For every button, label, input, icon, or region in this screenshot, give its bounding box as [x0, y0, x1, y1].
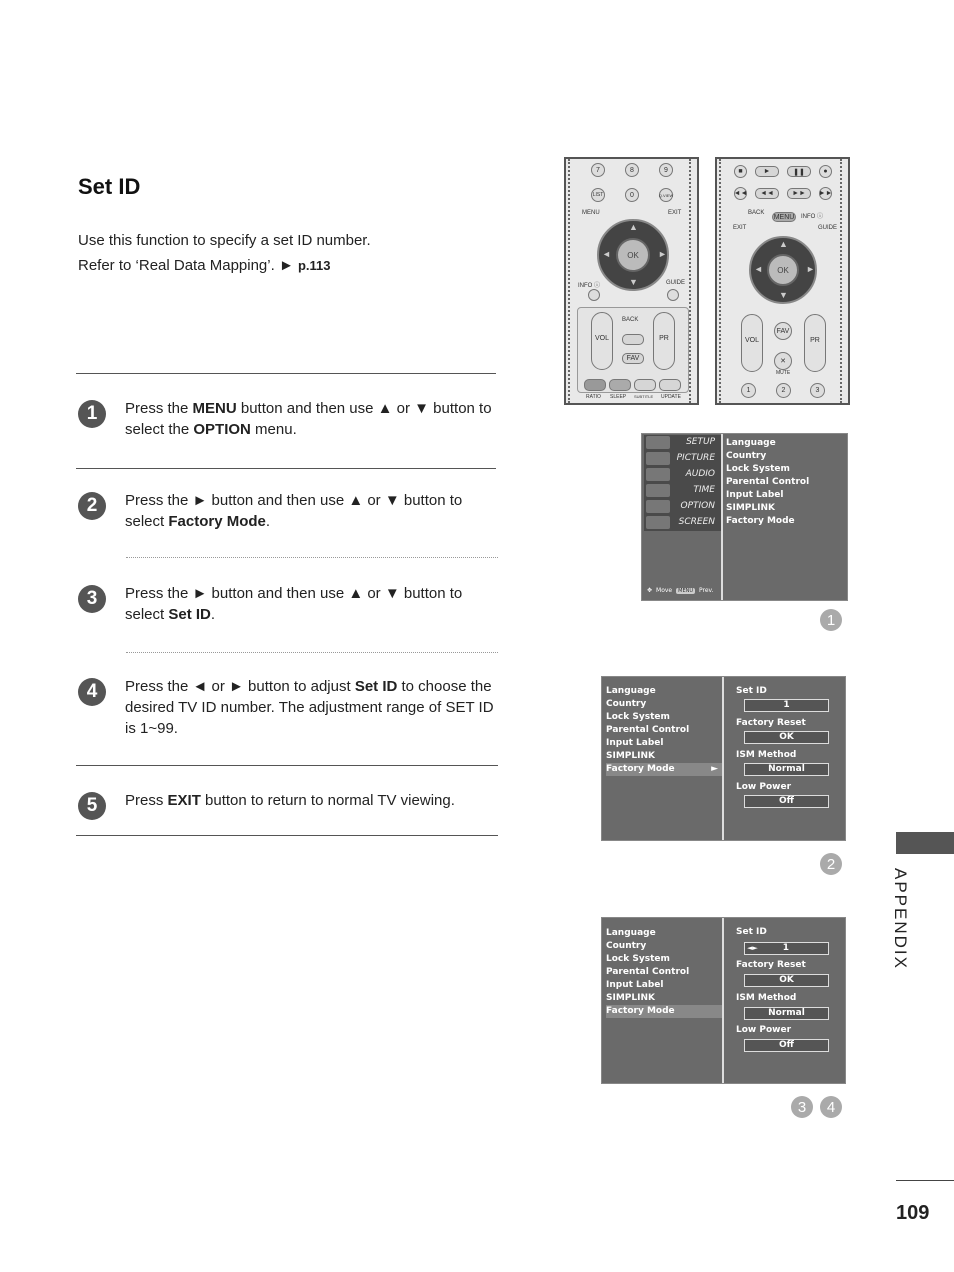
number-button[interactable]: 3: [810, 383, 825, 398]
ratio-label: RATIO: [586, 394, 601, 400]
navigation-pad[interactable]: [597, 219, 669, 291]
menu-button[interactable]: MENU: [773, 213, 795, 221]
down-arrow-icon: ▼: [629, 277, 638, 287]
step-number: 5: [78, 792, 106, 820]
low-power-value[interactable]: Off: [744, 1039, 829, 1052]
mute-button[interactable]: ✕: [774, 352, 792, 370]
back-label: BACK: [748, 210, 765, 216]
number-button[interactable]: 9: [659, 163, 673, 177]
step-5: [78, 790, 498, 820]
update-button[interactable]: [659, 379, 681, 391]
option-menu-list: [726, 437, 809, 528]
divider: [76, 765, 498, 766]
low-power-value[interactable]: Off: [744, 795, 829, 808]
prev-label: Prev.: [699, 587, 714, 594]
step-badge: 2: [820, 853, 842, 875]
section-tab-label: APPENDIX: [891, 868, 910, 970]
fav-button[interactable]: FAV: [622, 353, 644, 364]
sleep-button[interactable]: [609, 379, 631, 391]
tab-screen[interactable]: SCREEN: [644, 515, 721, 531]
tab-setup[interactable]: SETUP: [644, 435, 721, 451]
page-reference: p.113: [297, 258, 331, 273]
step-badge: 4: [820, 1096, 842, 1118]
right-arrow-icon: ►: [658, 249, 667, 259]
update-label: UPDATE: [661, 394, 681, 400]
intro-text: [78, 228, 371, 278]
intro-line-1: Use this function to specify a set ID number.: [78, 232, 371, 249]
number-button[interactable]: 7: [591, 163, 605, 177]
intro-ref-text: Refer to ‘Real Data Mapping’.: [78, 257, 275, 274]
step-text: Press the ◄ or ► button to adjust Set ID to choose the desired TV ID number. The adjustment range of SET ID is 1~99.: [125, 678, 494, 737]
tab-time[interactable]: TIME: [644, 483, 721, 499]
menu-item-country[interactable]: Country: [726, 451, 767, 461]
number-button[interactable]: 2: [776, 383, 791, 398]
step-badge: 1: [820, 609, 842, 631]
set-id-value: 1: [782, 943, 790, 953]
ism-method-value[interactable]: Normal: [744, 1007, 829, 1020]
menu-item-language[interactable]: Language: [606, 686, 656, 696]
move-label: Move: [656, 587, 673, 594]
page-number: 109: [896, 1202, 930, 1224]
record-button[interactable]: ●: [819, 165, 832, 178]
ism-method-label: ISM Method: [736, 993, 797, 1003]
option-menu-screen: [641, 433, 848, 601]
menu-item-parental-control[interactable]: Parental Control: [606, 725, 690, 735]
menu-item-simplink[interactable]: SIMPLINK: [606, 751, 655, 761]
set-id-adjuster[interactable]: [744, 942, 829, 955]
exit-label: EXIT: [733, 225, 747, 231]
play-button[interactable]: ►: [755, 166, 779, 177]
ism-method-value[interactable]: Normal: [744, 763, 829, 776]
pause-button[interactable]: ❚❚: [787, 166, 811, 177]
step-2: [78, 490, 498, 532]
step-badge: 3: [791, 1096, 813, 1118]
qview-button[interactable]: Q.VIEW: [659, 188, 673, 202]
menu-item-simplink[interactable]: SIMPLINK: [726, 503, 775, 513]
menu-footer: [647, 587, 714, 594]
ratio-button[interactable]: [584, 379, 606, 391]
step-3: [78, 583, 498, 625]
skip-back-button[interactable]: ◄◄: [734, 187, 747, 200]
divider: [126, 557, 498, 558]
info-button[interactable]: [588, 289, 600, 301]
low-power-label: Low Power: [736, 1025, 792, 1035]
arrow-right-icon: ►: [278, 257, 294, 274]
factory-reset-button[interactable]: OK: [744, 974, 829, 987]
guide-label: GUIDE: [666, 280, 686, 286]
fast-forward-button[interactable]: ►►: [787, 188, 811, 199]
menu-item-language[interactable]: Language: [726, 438, 776, 448]
guide-button[interactable]: [667, 289, 679, 301]
back-label: BACK: [622, 317, 639, 323]
divider: [896, 1180, 954, 1181]
step-text: Press EXIT button to return to normal TV viewing.: [125, 792, 455, 809]
section-tab-marker: [896, 832, 954, 854]
step-text: Press the ► button and then use ▲ or ▼ button to select Set ID.: [125, 585, 463, 623]
info-label: INFO ⓘ: [801, 214, 823, 220]
number-button[interactable]: 8: [625, 163, 639, 177]
menu-item-lock-system[interactable]: Lock System: [726, 464, 790, 474]
guide-label: GUIDE: [818, 225, 838, 231]
step-4: [78, 676, 498, 739]
program-rocker[interactable]: [653, 312, 675, 370]
menu-item-language[interactable]: Language: [606, 928, 656, 938]
menu-item-lock-system[interactable]: Lock System: [606, 954, 670, 964]
step-1: [78, 398, 498, 440]
set-id-screen: [601, 917, 846, 1084]
move-icon: ✥: [647, 587, 653, 594]
step-number: 2: [78, 492, 106, 520]
menu-item-factory-mode[interactable]: Factory Mode: [726, 516, 795, 526]
divider: [722, 918, 724, 1083]
menu-item-lock-system[interactable]: Lock System: [606, 712, 670, 722]
down-arrow-icon: ▼: [779, 290, 788, 300]
page-title: Set ID: [78, 174, 141, 199]
volume-rocker[interactable]: [741, 314, 763, 372]
navigation-pad[interactable]: [749, 236, 817, 304]
menu-item-label: Factory Mode: [606, 764, 675, 774]
menu-item-simplink[interactable]: SIMPLINK: [606, 993, 655, 1003]
left-arrow-icon: ◄: [754, 264, 763, 274]
step-text: Press the MENU button and then use ▲ or ▼ button to select the OPTION menu.: [125, 400, 492, 438]
factory-mode-screen: [601, 676, 846, 841]
factory-reset-label: Factory Reset: [736, 960, 806, 970]
info-label: INFO ⓘ: [578, 283, 600, 289]
menu-tabs: [644, 435, 721, 532]
tab-picture[interactable]: PICTURE: [644, 451, 721, 467]
list-button[interactable]: LIST: [591, 188, 605, 202]
subtitle-label: SUBTITLE: [634, 394, 654, 399]
fav-button[interactable]: FAV: [774, 322, 792, 340]
pr-label: PR: [810, 337, 820, 344]
up-arrow-icon: ▲: [629, 222, 638, 232]
set-id-label: Set ID: [736, 927, 767, 937]
step-text: Press the ► button and then use ▲ or ▼ button to select Factory Mode.: [125, 492, 463, 530]
menu-key-icon: MENU: [678, 587, 693, 594]
factory-reset-button[interactable]: OK: [744, 731, 829, 744]
ism-method-label: ISM Method: [736, 750, 797, 760]
back-button[interactable]: [622, 334, 644, 345]
factory-reset-label: Factory Reset: [736, 718, 806, 728]
option-menu-list: [606, 685, 722, 776]
vol-label: VOL: [594, 335, 609, 342]
up-arrow-icon: ▲: [779, 239, 788, 249]
step-number: 3: [78, 585, 106, 613]
divider: [126, 652, 498, 653]
remote-control-2: [715, 157, 850, 405]
left-right-arrows-icon: ◄►: [747, 944, 758, 952]
menu-item-input-label[interactable]: Input Label: [606, 980, 664, 990]
set-id-value[interactable]: 1: [744, 699, 829, 712]
menu-item-parental-control[interactable]: Parental Control: [726, 477, 810, 487]
skip-forward-button[interactable]: ►►: [819, 187, 832, 200]
exit-label: EXIT: [668, 210, 682, 216]
divider: [76, 373, 496, 374]
rewind-button[interactable]: ◄◄: [755, 188, 779, 199]
number-button[interactable]: 1: [741, 383, 756, 398]
number-button[interactable]: 0: [625, 188, 639, 202]
menu-item-parental-control[interactable]: Parental Control: [606, 967, 690, 977]
ok-button[interactable]: OK: [616, 238, 650, 272]
left-arrow-icon: ◄: [602, 249, 611, 259]
step-number: 4: [78, 678, 106, 706]
vol-label: VOL: [744, 337, 759, 344]
menu-item-input-label[interactable]: Input Label: [606, 738, 664, 748]
tab-audio[interactable]: AUDIO: [644, 467, 721, 483]
volume-rocker[interactable]: [591, 312, 613, 370]
menu-item-input-label[interactable]: Input Label: [726, 490, 784, 500]
menu-item-country[interactable]: Country: [606, 699, 647, 709]
divider: [76, 835, 498, 836]
menu-label: MENU: [582, 210, 600, 216]
set-id-label: Set ID: [736, 686, 767, 696]
right-arrow-icon: ►: [806, 264, 815, 274]
option-menu-list: [606, 927, 722, 1018]
sleep-label: SLEEP: [610, 394, 627, 400]
divider: [722, 677, 724, 840]
divider: [721, 434, 723, 600]
low-power-label: Low Power: [736, 782, 792, 792]
stop-button[interactable]: ■: [734, 165, 747, 178]
menu-item-country[interactable]: Country: [606, 941, 647, 951]
arrow-right-icon: ►: [711, 764, 718, 774]
program-rocker[interactable]: [804, 314, 826, 372]
pr-label: PR: [659, 335, 669, 342]
mute-label: MUTE: [776, 370, 791, 376]
menu-item-factory-mode[interactable]: Factory Mode: [606, 1005, 722, 1018]
tab-option[interactable]: OPTION: [644, 499, 721, 515]
remote-control-1: [564, 157, 699, 405]
step-number: 1: [78, 400, 106, 428]
menu-item-factory-mode[interactable]: [606, 763, 722, 776]
divider: [76, 468, 496, 469]
ok-button[interactable]: OK: [767, 254, 799, 286]
intro-line-2: [78, 253, 371, 278]
subtitle-button[interactable]: [634, 379, 656, 391]
